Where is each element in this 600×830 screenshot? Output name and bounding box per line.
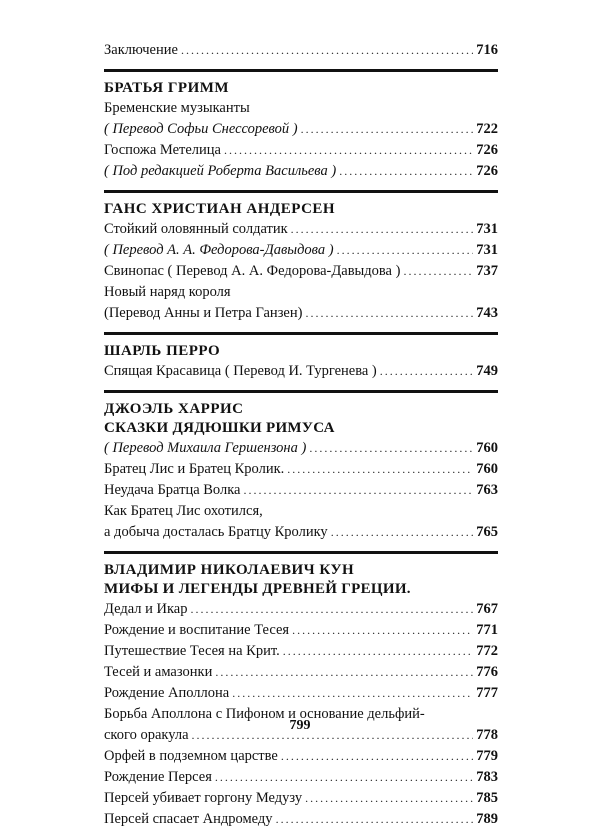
entry-page-number: 789 [476,811,498,827]
dot-leader [181,40,473,61]
entry-title: ( Перевод Софьи Снессоревой ) [104,121,298,137]
entry-title: Братец Лис и Братец Кролик. [104,461,285,477]
toc-entry [104,746,498,767]
toc-entry [104,788,498,809]
entry-title: Стойкий оловянный солдатик [104,221,288,237]
dot-leader [337,240,474,261]
entry-page-number: 743 [476,305,498,321]
dot-leader [287,459,473,480]
toc-section [104,40,498,61]
dot-leader [276,809,474,830]
entry-title: ( Перевод А. А. Федорова-Давыдова ) [104,242,334,258]
entry-title: Новый наряд короля [104,284,231,300]
toc-entry [104,522,498,543]
toc-entry [104,662,498,683]
toc-entry [104,809,498,830]
entry-title: Персей спасает Андромеду [104,811,273,827]
entry-page-number: 763 [476,482,498,498]
author-heading: БРАТЬЯ ГРИММ [104,80,230,96]
toc-section [104,69,498,182]
toc-entry [104,683,498,704]
toc-entry [104,282,498,303]
entry-title: Как Братец Лис охотился, [104,503,263,519]
entry-page-number: 785 [476,790,498,806]
toc-entry [104,140,498,161]
toc-entry [104,261,498,282]
entry-page-number: 760 [476,440,498,456]
page-number: 799 [289,718,311,733]
entry-page-number: 777 [476,685,498,701]
entry-title: ского оракула [104,727,189,743]
entry-page-number: 767 [476,601,498,617]
dot-leader [292,620,473,641]
toc-entry [104,480,498,501]
entry-title: а добыча досталась Братцу Кролику [104,524,328,540]
entry-page-number: 749 [476,363,498,379]
toc-entry [104,361,498,382]
entry-title: Рождение и воспитание Тесея [104,622,290,638]
entry-title: Заключение [104,42,178,58]
dot-leader [331,522,474,543]
dot-leader [301,119,474,140]
entry-page-number: 772 [476,643,498,659]
toc-entry [104,303,498,324]
entry-title: ( Под редакцией Роберта Васильева ) [104,163,337,179]
dot-leader [380,361,474,382]
dot-leader [190,599,473,620]
entry-page-number: 726 [476,163,498,179]
entry-title: Путешествие Тесея на Крит. [104,643,280,659]
entry-title: Дедал и Икар [104,601,188,617]
dot-leader [309,438,473,459]
dot-leader [305,303,473,324]
toc-entry [104,119,498,140]
toc-section [104,190,498,324]
entry-page-number: 731 [476,221,498,237]
entry-page-number: 726 [476,142,498,158]
dot-leader [224,140,473,161]
dot-leader [281,746,473,767]
entry-page-number: 771 [476,622,498,638]
entry-page-number: 779 [476,748,498,764]
entry-page-number: 760 [476,461,498,477]
toc-entry [104,641,498,662]
collection-subtitle: МИФЫ И ЛЕГЕНДЫ ДРЕВНЕЙ ГРЕЦИИ. [104,581,411,597]
toc-entry [104,620,498,641]
entry-page-number: 722 [476,121,498,137]
author-heading: ГАНС ХРИСТИАН АНДЕРСЕН [104,201,336,217]
dot-leader [283,641,474,662]
dot-leader [215,767,473,788]
dot-leader [244,480,474,501]
toc-section [104,390,498,543]
entry-title: Рождение Персея [104,769,212,785]
toc-section [104,332,498,382]
entry-page-number: 731 [476,242,498,258]
dot-leader [232,683,473,704]
entry-title: Борьба Аполлона с Пифоном и основание дельфий- [104,706,425,722]
dot-leader [403,261,473,282]
entry-page-number: 776 [476,664,498,680]
toc-entry [104,459,498,480]
entry-page-number: 737 [476,263,498,279]
toc-entry [104,240,498,261]
dot-leader [291,219,474,240]
entry-title: Персей убивает горгону Медузу [104,790,303,806]
entry-page-number: 783 [476,769,498,785]
entry-title: Спящая Красавица ( Перевод И. Тургенева ) [104,363,377,379]
toc-entry [104,599,498,620]
entry-page-number: 765 [476,524,498,540]
entry-title: Неудача Братца Волка [104,482,241,498]
toc-entry [104,161,498,182]
dot-leader [215,662,473,683]
entry-page-number: 716 [476,42,498,58]
author-heading: ДЖОЭЛЬ ХАРРИС [104,401,244,417]
dot-leader [305,788,473,809]
entry-page-number: 778 [476,727,498,743]
entry-title: Бременские музыканты [104,100,250,116]
author-heading: ШАРЛЬ ПЕРРО [104,343,221,359]
toc-entry [104,40,498,61]
collection-subtitle: СКАЗКИ ДЯДЮШКИ РИМУСА [104,420,335,436]
author-heading: ВЛАДИМИР НИКОЛАЕВИЧ КУН [104,562,355,578]
entry-title: Рождение Аполлона [104,685,230,701]
toc-entry [104,219,498,240]
entry-title: Орфей в подземном царстве [104,748,278,764]
toc-entry [104,501,498,522]
table-of-contents [104,40,498,830]
entry-title: ( Перевод Михаила Гершензона ) [104,440,307,456]
toc-section [104,551,498,830]
entry-title: Свинопас ( Перевод А. А. Федорова-Давыдова ) [104,263,401,279]
entry-title: Тесей и амазонки [104,664,213,680]
toc-entry [104,438,498,459]
entry-title: (Перевод Анны и Петра Ганзен) [104,305,303,321]
toc-entry [104,98,498,119]
entry-title: Госпожа Метелица [104,142,221,158]
dot-leader [339,161,473,182]
toc-entry [104,767,498,788]
